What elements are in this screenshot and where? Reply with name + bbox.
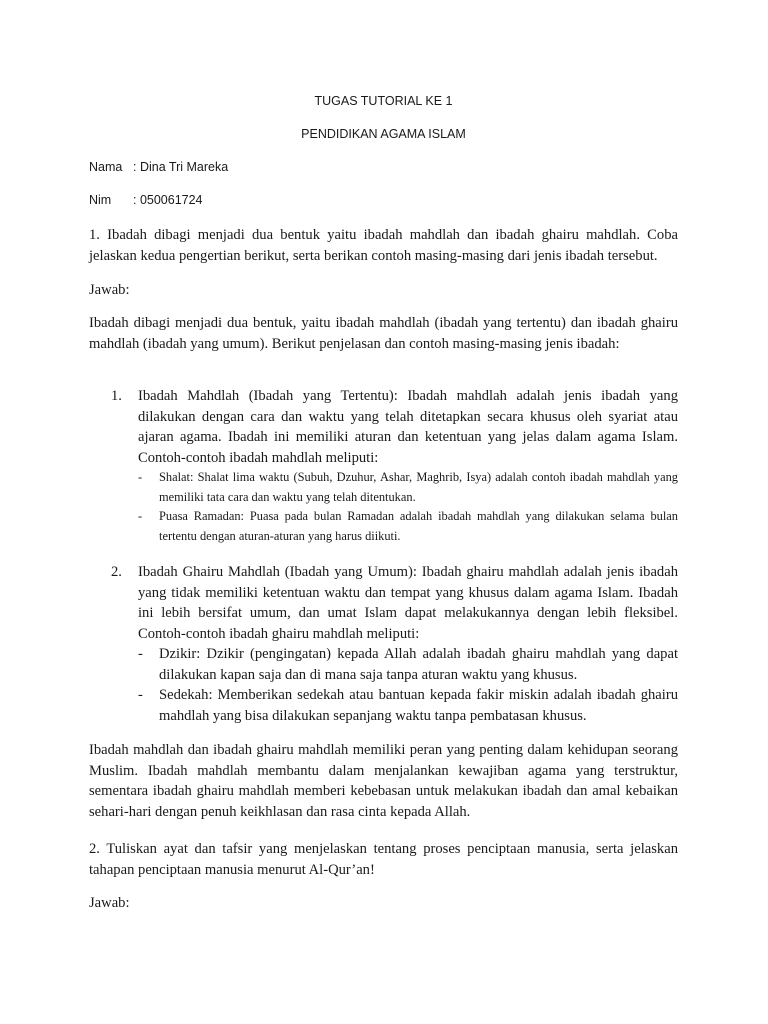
dash-bullet: - [138, 687, 143, 703]
sub-list-item-text: Shalat: Shalat lima waktu (Subuh, Dzuhur, Ashar, Maghrib, Isya) adalah contoh ibadah mahdlah yang memiliki tata cara dan waktu yang telah ditentukan. [159, 470, 678, 504]
sub-list-item [138, 507, 678, 546]
sub-list-item [138, 644, 678, 685]
list-item-number: 1. [111, 388, 122, 404]
list-item [111, 562, 678, 726]
question-1: 1. Ibadah dibagi menjadi dua bentuk yaitu ibadah mahdlah dan ibadah ghairu mahdlah. Coba jelaskan kedua pengertian berikut, serta berikan contoh masing-masing dari jenis ibadah tersebut. [89, 227, 678, 264]
sub-list-item-text: Dzikir: Dzikir (pengingatan) kepada Allah adalah ibadah ghairu mahdlah yang dapat dilakukan kapan saja dan di mana saja tanpa aturan waktu yang khusus. [159, 646, 678, 683]
document-subtitle: PENDIDIKAN AGAMA ISLAM [301, 127, 466, 141]
sub-list-item-text: Sedekah: Memberikan sedekah atau bantuan kepada fakir miskin adalah ibadah ghairu mahdlah yang bisa dilakukan sepanjang waktu tanpa pembatasan khusus. [159, 687, 678, 724]
nim-value: : 050061724 [133, 193, 203, 207]
dash-bullet: - [138, 509, 143, 524]
sub-list-item-text: Puasa Ramadan: Puasa pada bulan Ramadan adalah ibadah mahdlah yang dilakukan selama bulan tertentu dengan aturan-aturan yang harus diikuti. [159, 509, 678, 543]
name-value: : Dina Tri Mareka [133, 160, 229, 174]
student-name-row [89, 160, 228, 174]
sub-list-item [138, 685, 678, 726]
list-item-text: Ibadah Ghairu Mahdlah (Ibadah yang Umum): Ibadah ghairu mahdlah adalah jenis ibadah yang tidak memiliki ketentuan waktu dan tempat yang khusus dalam agama Islam. Ibadah ini lebih bersifat umum, dan umat Islam dapat melakukannya dengan lebih fleksibel. Contoh-contoh ibadah ghairu mahdlah meliputi: [138, 564, 678, 642]
answer-intro: Ibadah dibagi menjadi dua bentuk, yaitu ibadah mahdlah (ibadah yang tertentu) dan ibadah ghairu mahdlah (ibadah yang umum). Berikut penjelasan dan contoh masing-masing jenis ibadah: [89, 315, 678, 352]
name-label: Nama [89, 160, 123, 174]
dash-bullet: - [138, 646, 143, 662]
list-item-text: Ibadah Mahdlah (Ibadah yang Tertentu): Ibadah mahdlah adalah jenis ibadah yang dilakukan dengan cara dan waktu yang telah ditetapkan secara khusus oleh syariat atau ajaran agama. Ibadah ini memiliki aturan dan ketentuan yang jelas dalam agama Islam. Contoh-contoh ibadah mahdlah meliputi: [138, 388, 678, 466]
list-item [111, 386, 678, 546]
question-2: 2. Tuliskan ayat dan tafsir yang menjelaskan tentang proses penciptaan manusia, serta jelaskan tahapan penciptaan manusia menurut Al-Qur’an! [89, 841, 678, 878]
list-item-number: 2. [111, 564, 122, 580]
answer-conclusion: Ibadah mahdlah dan ibadah ghairu mahdlah memiliki peran yang penting dalam kehidupan seorang Muslim. Ibadah mahdlah membantu dalam menjalankan kewajiban agama yang terstruktur, sementara ibadah ghairu mahdlah memberi kebebasan untuk melakukan ibadah dan amal kebaikan sehari-hari dengan penuh keikhlasan dan rasa cinta kepada Allah. [89, 742, 678, 820]
document-title: TUGAS TUTORIAL KE 1 [314, 94, 453, 108]
answer-label-2: Jawab: [89, 895, 130, 911]
answer-label-1: Jawab: [89, 282, 130, 298]
student-nim-row [89, 193, 203, 207]
nim-label: Nim [89, 193, 112, 207]
dash-bullet: - [138, 470, 143, 484]
sub-list-item [138, 468, 678, 507]
